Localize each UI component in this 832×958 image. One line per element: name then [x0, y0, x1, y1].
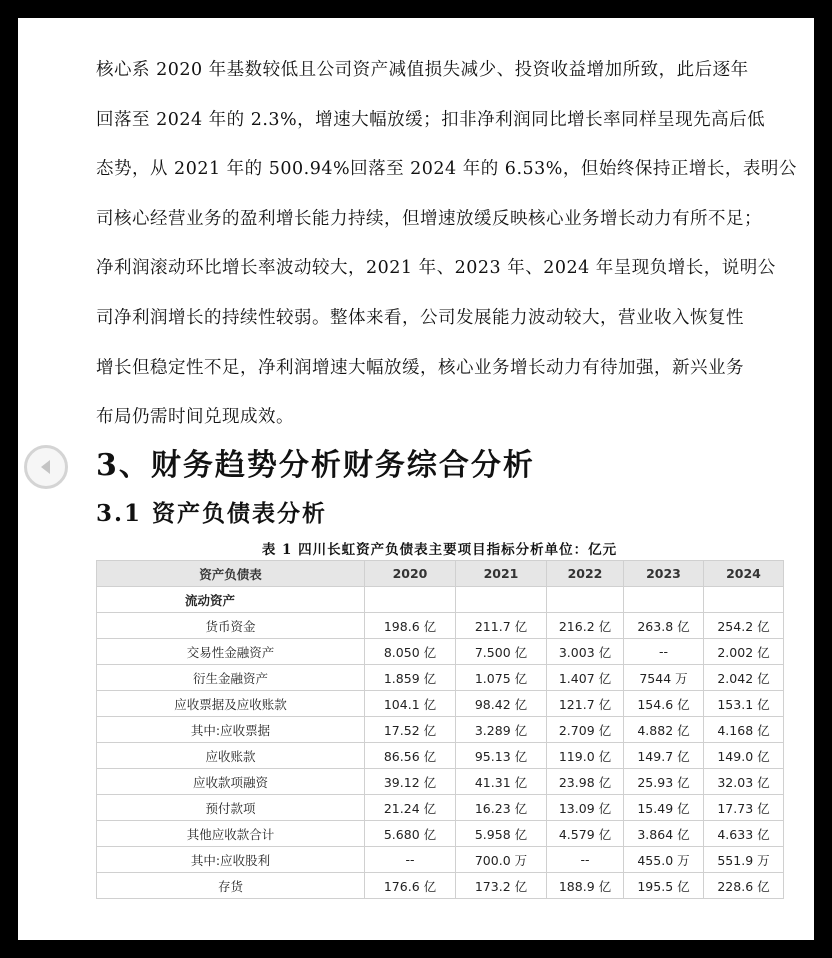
value-cell: 153.1 亿 — [704, 691, 784, 717]
value-cell: 211.7 亿 — [456, 613, 547, 639]
table-row — [97, 691, 784, 717]
value-cell: -- — [547, 847, 624, 873]
value-cell: 3.864 亿 — [624, 821, 704, 847]
value-cell: 119.0 亿 — [547, 743, 624, 769]
value-cell: 2.709 亿 — [547, 717, 624, 743]
table-row — [97, 639, 784, 665]
paragraph-line: 态势，从 2021 年的 500.94%回落至 2024 年的 6.53%，但始终保持正增长，表明公 — [96, 159, 797, 180]
value-cell: 4.168 亿 — [704, 717, 784, 743]
table-row — [97, 665, 784, 691]
column-header: 2020 — [365, 561, 456, 587]
table-row — [97, 795, 784, 821]
value-cell: 8.050 亿 — [365, 639, 456, 665]
value-cell: 95.13 亿 — [456, 743, 547, 769]
value-cell: -- — [365, 847, 456, 873]
value-cell: 32.03 亿 — [704, 769, 784, 795]
value-cell: 551.9 万 — [704, 847, 784, 873]
column-header: 2021 — [456, 561, 547, 587]
section-row — [97, 587, 784, 613]
value-cell: 700.0 万 — [456, 847, 547, 873]
column-header: 2023 — [624, 561, 704, 587]
value-cell: 104.1 亿 — [365, 691, 456, 717]
row-label: 存货 — [97, 873, 365, 899]
value-cell: 216.2 亿 — [547, 613, 624, 639]
table-row — [97, 821, 784, 847]
row-label: 其他应收款合计 — [97, 821, 365, 847]
value-cell: 121.7 亿 — [547, 691, 624, 717]
column-header: 2024 — [704, 561, 784, 587]
value-cell: 149.0 亿 — [704, 743, 784, 769]
value-cell: 13.09 亿 — [547, 795, 624, 821]
value-cell: 176.6 亿 — [365, 873, 456, 899]
paragraph-line: 司核心经营业务的盈利增长能力持续，但增速放缓反映核心业务增长动力有所不足； — [96, 208, 762, 229]
value-cell: 2.002 亿 — [704, 639, 784, 665]
value-cell: 7.500 亿 — [456, 639, 547, 665]
row-label: 其中:应收股利 — [97, 847, 365, 873]
document-page — [18, 18, 814, 940]
paragraph-line: 核心系 2020 年基数较低且公司资产减值损失减少、投资收益增加所致，此后逐年 — [96, 60, 749, 80]
value-cell: 263.8 亿 — [624, 613, 704, 639]
empty-cell — [624, 587, 704, 613]
value-cell: 188.9 亿 — [547, 873, 624, 899]
section-heading: 3、财务趋势分析财务综合分析 — [96, 448, 535, 483]
value-cell: 15.49 亿 — [624, 795, 704, 821]
value-cell: 5.958 亿 — [456, 821, 547, 847]
chevron-left-icon — [36, 457, 56, 477]
previous-page-button[interactable] — [24, 445, 68, 489]
row-label: 衍生金融资产 — [97, 665, 365, 691]
value-cell: 173.2 亿 — [456, 873, 547, 899]
value-cell: 86.56 亿 — [365, 743, 456, 769]
row-label: 货币资金 — [97, 613, 365, 639]
empty-cell — [704, 587, 784, 613]
balance-sheet-table — [96, 560, 784, 899]
paragraph-line: 司净利润增长的持续性较弱。整体来看，公司发展能力波动较大，营业收入恢复性 — [96, 307, 744, 328]
value-cell: 4.579 亿 — [547, 821, 624, 847]
table-row — [97, 743, 784, 769]
subsection-heading: 3.1 资产负债表分析 — [96, 500, 328, 527]
value-cell: 23.98 亿 — [547, 769, 624, 795]
empty-cell — [547, 587, 624, 613]
value-cell: 1.859 亿 — [365, 665, 456, 691]
value-cell: 195.5 亿 — [624, 873, 704, 899]
row-label: 其中:应收票据 — [97, 717, 365, 743]
value-cell: -- — [624, 639, 704, 665]
table-header-row — [97, 561, 784, 587]
value-cell: 17.52 亿 — [365, 717, 456, 743]
value-cell: 154.6 亿 — [624, 691, 704, 717]
value-cell: 4.633 亿 — [704, 821, 784, 847]
value-cell: 228.6 亿 — [704, 873, 784, 899]
value-cell: 455.0 万 — [624, 847, 704, 873]
row-label: 应收款项融资 — [97, 769, 365, 795]
value-cell: 149.7 亿 — [624, 743, 704, 769]
empty-cell — [456, 587, 547, 613]
value-cell: 25.93 亿 — [624, 769, 704, 795]
table-row — [97, 873, 784, 899]
table-row — [97, 847, 784, 873]
value-cell: 41.31 亿 — [456, 769, 547, 795]
value-cell: 5.680 亿 — [365, 821, 456, 847]
table-row — [97, 613, 784, 639]
value-cell: 1.075 亿 — [456, 665, 547, 691]
paragraph-line: 增长但稳定性不足，净利润增速大幅放缓，核心业务增长动力有待加强，新兴业务 — [96, 357, 744, 378]
paragraph-line: 回落至 2024 年的 2.3%，增速大幅放缓；扣非净利润同比增长率同样呈现先高后低 — [96, 109, 766, 130]
value-cell: 17.73 亿 — [704, 795, 784, 821]
table-row — [97, 769, 784, 795]
value-cell: 21.24 亿 — [365, 795, 456, 821]
column-header: 2022 — [547, 561, 624, 587]
value-cell: 4.882 亿 — [624, 717, 704, 743]
empty-cell — [365, 587, 456, 613]
row-label: 应收票据及应收账款 — [97, 691, 365, 717]
paragraph-line: 净利润滚动环比增长率波动较大，2021 年、2023 年、2024 年呈现负增长，说明公 — [96, 258, 776, 279]
table-row — [97, 717, 784, 743]
value-cell: 39.12 亿 — [365, 769, 456, 795]
table-caption: 表 1 四川长虹资产负债表主要项目指标分析单位：亿元 — [261, 542, 618, 558]
value-cell: 2.042 亿 — [704, 665, 784, 691]
value-cell: 7544 万 — [624, 665, 704, 691]
row-label: 预付款项 — [97, 795, 365, 821]
column-header: 资产负债表 — [97, 561, 365, 587]
value-cell: 16.23 亿 — [456, 795, 547, 821]
value-cell: 254.2 亿 — [704, 613, 784, 639]
paragraph-line: 布局仍需时间兑现成效。 — [96, 407, 294, 428]
row-label: 交易性金融资产 — [97, 639, 365, 665]
value-cell: 198.6 亿 — [365, 613, 456, 639]
body-paragraph — [96, 46, 796, 443]
row-label: 应收账款 — [97, 743, 365, 769]
value-cell: 3.003 亿 — [547, 639, 624, 665]
section-label: 流动资产 — [97, 587, 365, 613]
value-cell: 1.407 亿 — [547, 665, 624, 691]
value-cell: 3.289 亿 — [456, 717, 547, 743]
value-cell: 98.42 亿 — [456, 691, 547, 717]
